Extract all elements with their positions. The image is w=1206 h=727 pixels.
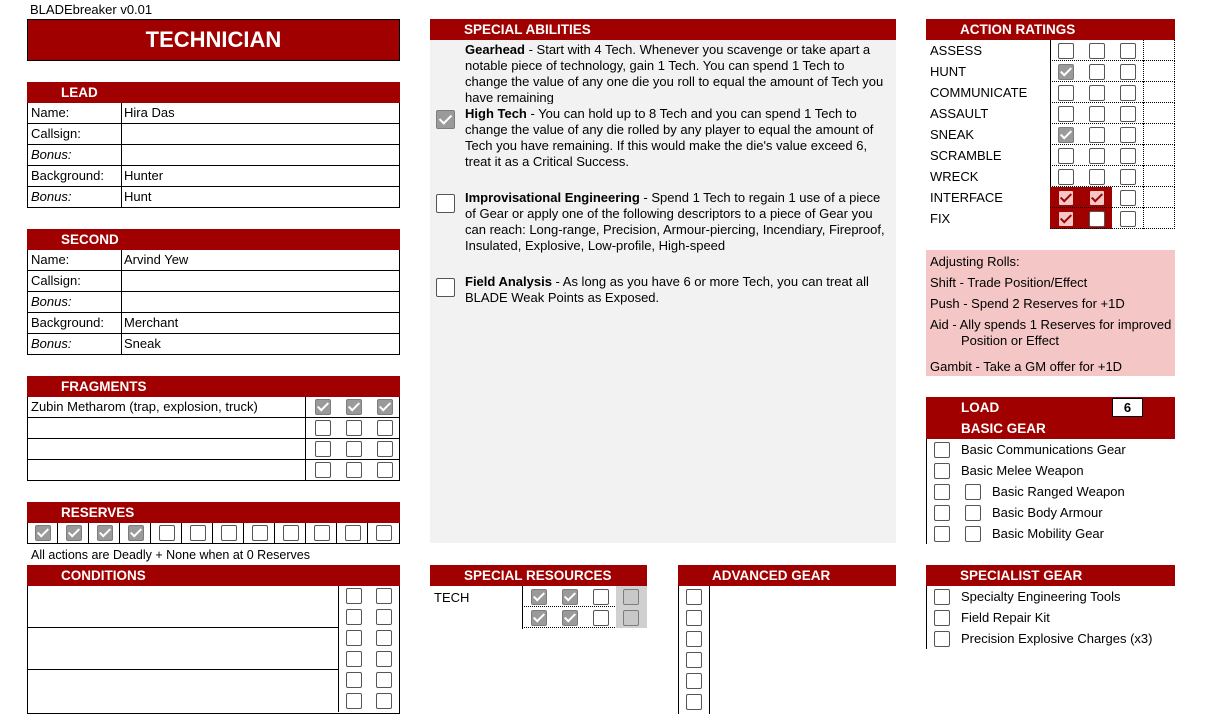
ability-checkbox-field-analysis[interactable] [436, 278, 455, 297]
fragment-checkbox[interactable] [346, 399, 362, 415]
advanced-gear-checkbox[interactable] [686, 631, 702, 647]
action-scramble-checkbox[interactable] [1120, 148, 1136, 164]
lead-row-label: Bonus: [31, 189, 72, 204]
tech-checkbox[interactable] [562, 589, 578, 605]
fragment-checkbox[interactable] [377, 462, 393, 478]
action-scramble: SCRAMBLE [930, 148, 1002, 163]
basic-gear-checkbox[interactable] [965, 484, 981, 500]
load-value[interactable]: 6 [1112, 398, 1143, 417]
action-fix-checkbox[interactable] [1058, 211, 1074, 227]
action-communicate-checkbox[interactable] [1058, 85, 1074, 101]
specialist-gear-checkbox[interactable] [934, 631, 950, 647]
action-communicate-checkbox[interactable] [1089, 85, 1105, 101]
reserves-note: All actions are Deadly + None when at 0 Reserves [31, 548, 310, 562]
specialist-gear-item: Specialty Engineering Tools [961, 589, 1121, 604]
second-row-label: Callsign: [31, 273, 81, 288]
action-assess-checkbox[interactable] [1058, 43, 1074, 59]
advanced-gear-checkbox[interactable] [686, 694, 702, 710]
action-interface-checkbox[interactable] [1089, 190, 1105, 206]
action-ratings-header: ACTION RATINGS [926, 19, 1175, 40]
fragment-checkbox[interactable] [315, 462, 331, 478]
basic-gear-header: BASIC GEAR [961, 421, 1046, 436]
ability-title: High Tech [465, 106, 527, 121]
reserve-checkbox[interactable] [283, 525, 299, 541]
action-assault-checkbox[interactable] [1058, 106, 1074, 122]
condition-checkbox[interactable] [346, 588, 362, 604]
adjusting-rolls-gambit: Gambit - Take a GM offer for +1D [930, 359, 1123, 374]
reserve-checkbox[interactable] [345, 525, 361, 541]
second-header: SECOND [27, 229, 400, 250]
basic-gear-list [926, 439, 1175, 544]
special-resources-section [430, 565, 647, 630]
condition-checkbox[interactable] [346, 630, 362, 646]
action-sneak-checkbox[interactable] [1089, 127, 1105, 143]
action-communicate-checkbox[interactable] [1120, 85, 1136, 101]
reserve-checkbox[interactable] [376, 525, 392, 541]
fragment-checkbox[interactable] [346, 420, 362, 436]
action-hunt-checkbox[interactable] [1120, 64, 1136, 80]
condition-checkbox[interactable] [376, 588, 392, 604]
app-title: BLADEbreaker v0.01 [30, 2, 153, 17]
advanced-gear-header: ADVANCED GEAR [678, 565, 896, 586]
adjusting-rolls-aid-cont: Position or Effect [961, 333, 1060, 348]
special-resources-header: SPECIAL RESOURCES [430, 565, 647, 586]
fragment-checkbox[interactable] [315, 399, 331, 415]
class-title: TECHNICIAN [27, 19, 400, 61]
condition-checkbox[interactable] [346, 672, 362, 688]
condition-checkbox[interactable] [376, 630, 392, 646]
second-row-label: Bonus: [31, 294, 72, 309]
specialist-gear-section [926, 565, 1175, 649]
action-communicate: COMMUNICATE [930, 85, 1028, 100]
action-scramble-checkbox[interactable] [1089, 148, 1105, 164]
reserve-checkbox[interactable] [252, 525, 268, 541]
fragment-text[interactable]: Zubin Metharom (trap, explosion, truck) [31, 399, 258, 414]
specialist-gear-checkbox[interactable] [934, 610, 950, 626]
basic-gear-item: Basic Ranged Weapon [992, 484, 1125, 499]
action-hunt-checkbox[interactable] [1089, 64, 1105, 80]
condition-checkbox[interactable] [376, 693, 392, 709]
action-assess-checkbox[interactable] [1089, 43, 1105, 59]
ability-description: - As long as you have 6 or more Tech, you can treat all BLADE Weak Points as Exposed. [465, 274, 869, 305]
conditions-header: CONDITIONS [27, 565, 400, 586]
specialist-gear-item: Field Repair Kit [961, 610, 1050, 625]
lead-row-label: Bonus: [31, 147, 72, 162]
second-row-value[interactable]: Sneak [124, 336, 161, 351]
ability-high-tech [465, 106, 889, 186]
action-interface-checkbox[interactable] [1120, 190, 1136, 206]
second-section [27, 229, 400, 355]
ability-improvisational-engineering [465, 190, 889, 270]
tech-checkbox-extra[interactable] [623, 589, 639, 605]
conditions-section [27, 565, 400, 714]
lead-row-value[interactable]: Hunter [124, 168, 164, 183]
adjusting-rolls-push: Push - Spend 2 Reserves for +1D [930, 296, 1125, 311]
fragments-section [27, 376, 400, 481]
ability-gearhead [465, 42, 889, 104]
condition-slot[interactable] [28, 670, 338, 712]
second-row-label: Background: [31, 315, 104, 330]
reserve-checkbox[interactable] [221, 525, 237, 541]
basic-gear-checkbox[interactable] [934, 463, 950, 479]
second-row-value[interactable]: Arvind Yew [124, 252, 189, 267]
special-abilities-section [430, 19, 896, 543]
action-assault-checkbox[interactable] [1089, 106, 1105, 122]
action-hunt-checkbox[interactable] [1058, 64, 1074, 80]
basic-gear-checkbox[interactable] [965, 505, 981, 521]
ability-title: Improvisational Engineering [465, 190, 640, 205]
fragment-checkbox[interactable] [346, 462, 362, 478]
tech-checkbox[interactable] [562, 610, 578, 626]
action-fix-checkbox[interactable] [1120, 211, 1136, 227]
reserve-checkbox[interactable] [35, 525, 51, 541]
advanced-gear-checkbox[interactable] [686, 652, 702, 668]
action-assess-checkbox[interactable] [1120, 43, 1136, 59]
second-row-label: Name: [31, 252, 70, 267]
condition-checkbox[interactable] [376, 609, 392, 625]
condition-checkbox[interactable] [346, 651, 362, 667]
ability-title: Gearhead [465, 42, 525, 57]
action-assault-checkbox[interactable] [1120, 106, 1136, 122]
lead-header: LEAD [27, 82, 400, 103]
condition-checkbox[interactable] [346, 609, 362, 625]
action-assess: ASSESS [930, 43, 983, 58]
action-sneak-checkbox[interactable] [1120, 127, 1136, 143]
tech-checkbox[interactable] [593, 589, 609, 605]
action-wreck-checkbox[interactable] [1089, 169, 1105, 185]
advanced-gear-checkbox[interactable] [686, 589, 702, 605]
second-row-label: Bonus: [31, 336, 72, 351]
fragment-checkbox[interactable] [315, 420, 331, 436]
second-row-value[interactable]: Merchant [124, 315, 179, 330]
action-assault: ASSAULT [930, 106, 989, 121]
special-abilities-header: SPECIAL ABILITIES [430, 19, 896, 40]
action-scramble-checkbox[interactable] [1058, 148, 1074, 164]
fragment-checkbox[interactable] [346, 441, 362, 457]
specialist-gear-item: Precision Explosive Charges (x3) [961, 631, 1153, 646]
reserve-checkbox[interactable] [97, 525, 113, 541]
basic-gear-item: Basic Body Armour [992, 505, 1103, 520]
basic-gear-checkbox[interactable] [934, 484, 950, 500]
adjusting-rolls-title: Adjusting Rolls: [930, 254, 1020, 269]
basic-gear-item: Basic Mobility Gear [992, 526, 1104, 541]
reserves-header: RESERVES [27, 502, 400, 523]
condition-slot[interactable] [28, 628, 338, 670]
reserve-checkbox[interactable] [66, 525, 82, 541]
action-fix-checkbox[interactable] [1089, 211, 1105, 227]
load-label: LOAD [961, 400, 1000, 415]
basic-gear-checkbox[interactable] [934, 526, 950, 542]
action-fix: FIX [930, 211, 951, 226]
action-wreck: WRECK [930, 169, 979, 184]
reserve-checkbox[interactable] [190, 525, 206, 541]
condition-checkbox[interactable] [376, 651, 392, 667]
ability-title: Field Analysis [465, 274, 552, 289]
action-interface: INTERFACE [930, 190, 1003, 205]
reserve-checkbox[interactable] [159, 525, 175, 541]
tech-checkbox[interactable] [531, 610, 547, 626]
fragments-header: FRAGMENTS [27, 376, 400, 397]
advanced-gear-section [678, 565, 896, 714]
specialist-gear-header: SPECIALIST GEAR [926, 565, 1175, 586]
basic-gear-checkbox[interactable] [934, 442, 950, 458]
tech-checkbox-extra[interactable] [623, 610, 639, 626]
action-ratings-section [926, 19, 1175, 229]
lead-section [27, 82, 400, 208]
action-wreck-checkbox[interactable] [1120, 169, 1136, 185]
basic-gear-item: Basic Communications Gear [961, 442, 1126, 457]
action-sneak-checkbox[interactable] [1058, 127, 1074, 143]
basic-gear-checkbox[interactable] [965, 526, 981, 542]
fragment-checkbox[interactable] [377, 441, 393, 457]
condition-slot[interactable] [28, 586, 338, 628]
condition-checkbox[interactable] [346, 693, 362, 709]
ability-description: - Spend 1 Tech to regain 1 use of a piece of Gear or apply one of the following descriptors to a piece of Gear you can reach: Long-range, Precision, Armour-piercing, Incendiary, Fireproof, Insulated, Explosive, Low-profile, High-speed [465, 190, 885, 253]
ability-checkbox-high-tech[interactable] [436, 110, 455, 129]
tech-label: TECH [434, 590, 470, 605]
reserve-checkbox[interactable] [128, 525, 144, 541]
fragment-checkbox[interactable] [377, 399, 393, 415]
basic-gear-item: Basic Melee Weapon [961, 463, 1084, 478]
action-sneak: SNEAK [930, 127, 975, 142]
action-hunt: HUNT [930, 64, 967, 79]
basic-gear-checkbox[interactable] [934, 505, 950, 521]
load-header-block [926, 397, 1175, 439]
tech-checkbox[interactable] [593, 610, 609, 626]
action-interface-checkbox[interactable] [1058, 190, 1074, 206]
advanced-gear-checkbox[interactable] [686, 610, 702, 626]
condition-checkbox[interactable] [376, 672, 392, 688]
fragment-checkbox[interactable] [315, 441, 331, 457]
ability-field-analysis [465, 274, 889, 314]
reserve-checkbox[interactable] [314, 525, 330, 541]
adjusting-rolls-panel [926, 250, 1175, 376]
lead-row-label: Callsign: [31, 126, 81, 141]
ability-description: - Start with 4 Tech. Whenever you scavenge or take apart a notable piece of technology, gain 1 Tech. You can spend 1 Tech to change the value of any one die you roll to equal the amount of Tech you have remaining [465, 42, 884, 104]
adjusting-rolls-aid: Aid - Ally spends 1 Reserves for improved [930, 317, 1172, 332]
adjusting-rolls-shift: Shift - Trade Position/Effect [930, 275, 1088, 290]
action-wreck-checkbox[interactable] [1058, 169, 1074, 185]
lead-row-value[interactable]: Hunt [124, 189, 152, 204]
reserves-section [27, 502, 400, 544]
tech-checkbox[interactable] [531, 589, 547, 605]
lead-row-label: Name: [31, 105, 70, 120]
advanced-gear-checkbox[interactable] [686, 673, 702, 689]
specialist-gear-checkbox[interactable] [934, 589, 950, 605]
ability-checkbox-improvisational-engineering[interactable] [436, 194, 455, 213]
lead-row-value[interactable]: Hira Das [124, 105, 175, 120]
ability-description: - You can hold up to 8 Tech and you can spend 1 Tech to change the value of any die rolled by any player to equal the amount of Tech you have remaining. If this would make the die's value exceed 6, treat it as a Critical Success. [465, 106, 874, 169]
fragment-checkbox[interactable] [377, 420, 393, 436]
lead-row-label: Background: [31, 168, 104, 183]
